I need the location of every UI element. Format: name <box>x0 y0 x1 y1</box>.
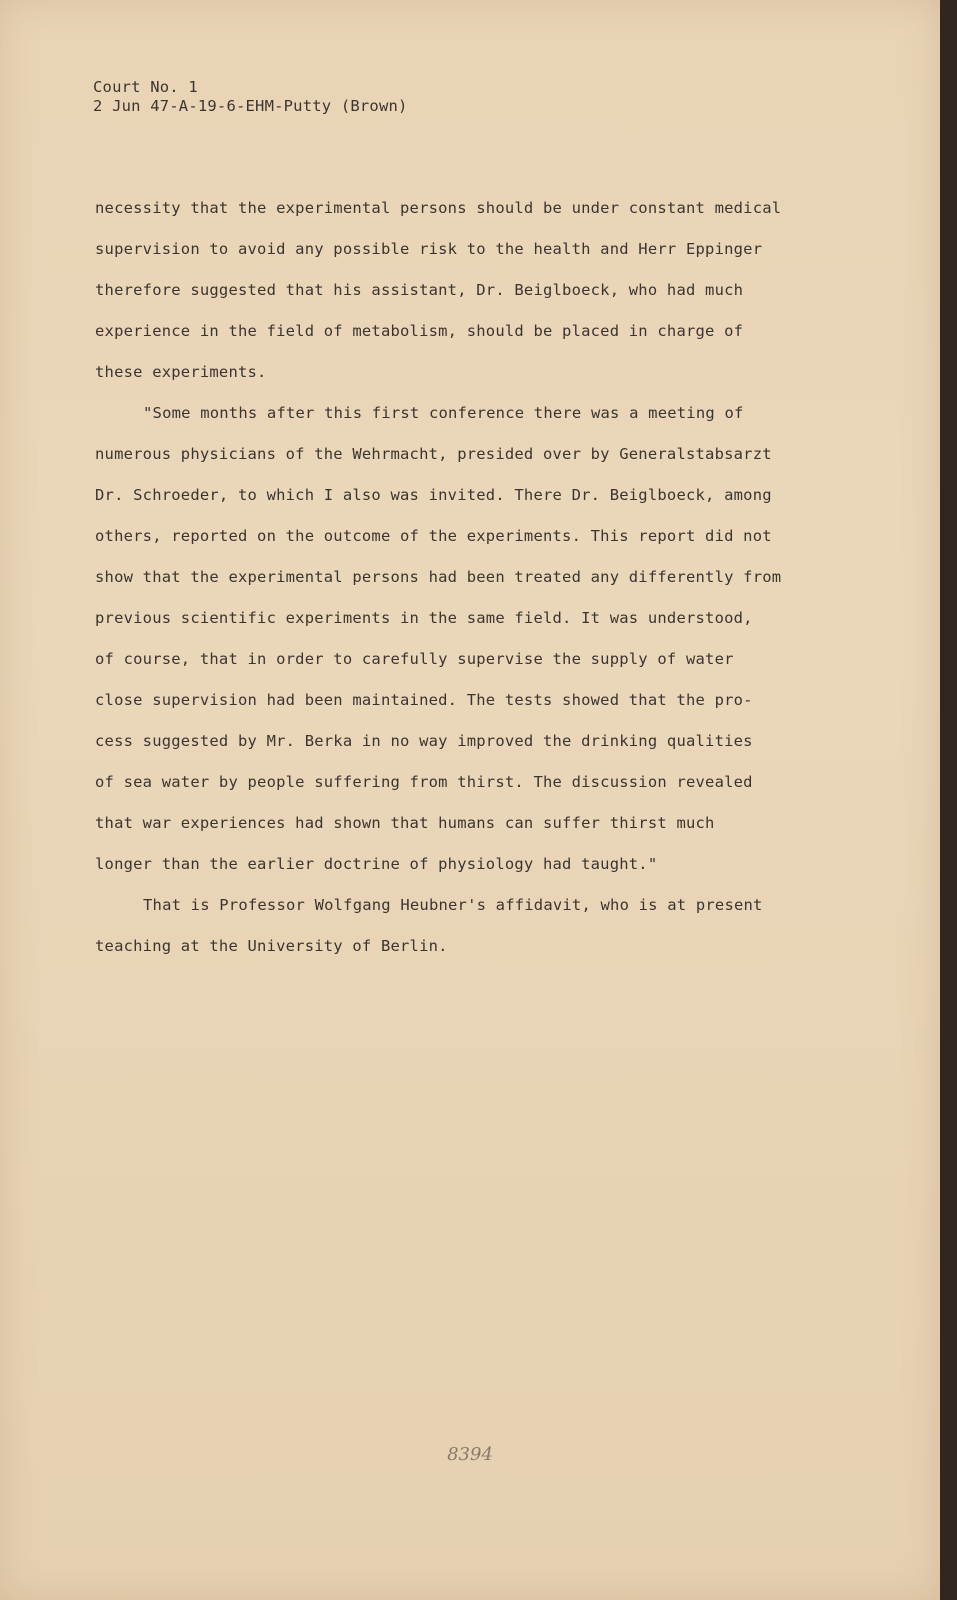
text-line: therefore suggested that his assistant, Dr. Beiglboeck, who had much <box>95 281 744 299</box>
text-line: "Some months after this first conference there was a meeting of <box>143 404 744 422</box>
text-line: close supervision had been maintained. The tests showed that the pro- <box>95 691 753 709</box>
text-line: of sea water by people suffering from thirst. The discussion revealed <box>95 773 753 791</box>
text-line: show that the experimental persons had been treated any differently from <box>95 568 782 586</box>
text-line: that war experiences had shown that humans can suffer thirst much <box>95 814 715 832</box>
transcript-body <box>95 188 835 967</box>
text-line: That is Professor Wolfgang Heubner's affidavit, who is at present <box>143 896 763 914</box>
text-line: longer than the earlier doctrine of physiology had taught." <box>95 855 658 873</box>
text-line: numerous physicians of the Wehrmacht, presided over by Generalstabsarzt <box>95 445 772 463</box>
text-line: necessity that the experimental persons should be under constant medical <box>95 199 782 217</box>
text-line: these experiments. <box>95 363 267 381</box>
text-line: experience in the field of metabolism, should be placed in charge of <box>95 322 744 340</box>
scan-edge <box>940 0 957 1600</box>
text-line: teaching at the University of Berlin. <box>95 937 448 955</box>
session-reference: 2 Jun 47-A-19-6-EHM-Putty (Brown) <box>93 97 408 115</box>
text-line: of course, that in order to carefully supervise the supply of water <box>95 650 734 668</box>
text-line: Dr. Schroeder, to which I also was invited. There Dr. Beiglboeck, among <box>95 486 772 504</box>
page-number: 8394 <box>447 1444 493 1465</box>
text-line: others, reported on the outcome of the experiments. This report did not <box>95 527 772 545</box>
text-line: cess suggested by Mr. Berka in no way improved the drinking qualities <box>95 732 753 750</box>
court-number: Court No. 1 <box>93 78 198 96</box>
document-header <box>93 78 408 116</box>
text-line: previous scientific experiments in the same field. It was understood, <box>95 609 753 627</box>
text-line: supervision to avoid any possible risk to the health and Herr Eppinger <box>95 240 763 258</box>
